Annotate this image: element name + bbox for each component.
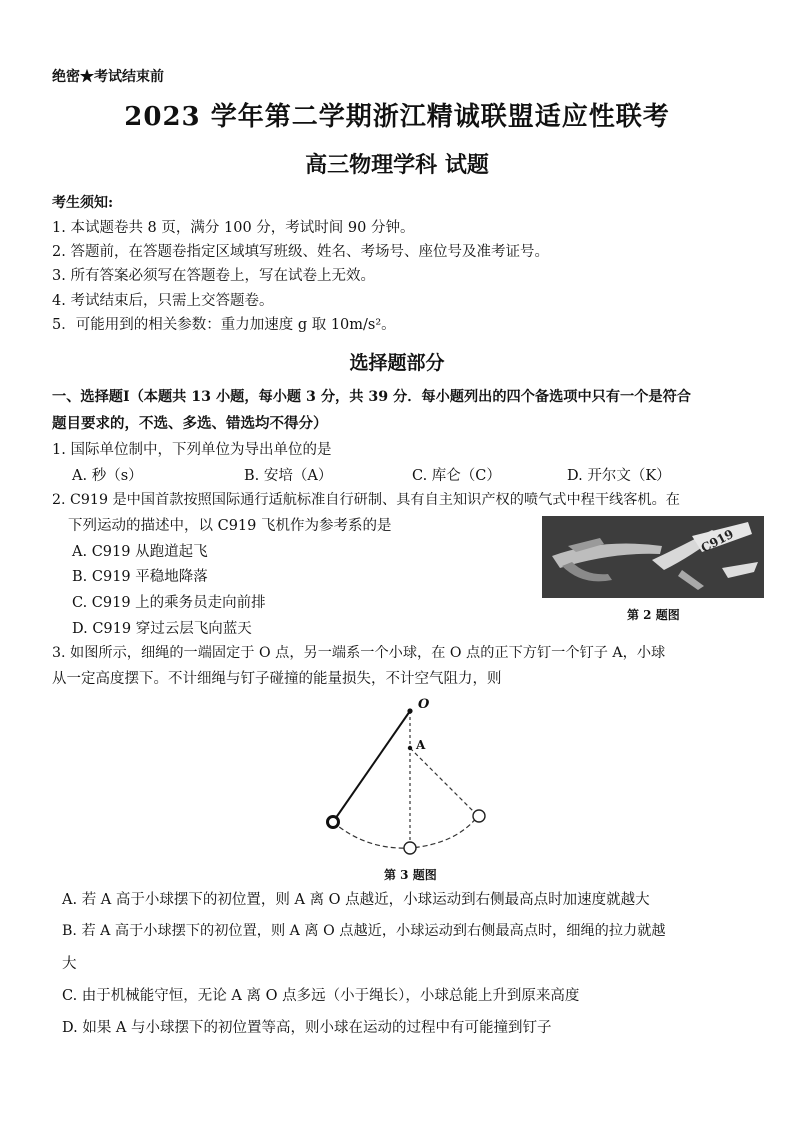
notice-item: 1. 本试题卷共 8 页，满分 100 分，考试时间 90 分钟。 xyxy=(52,220,415,236)
section-intro: 题目要求的，不选、多选、错选均不得分） xyxy=(52,415,328,432)
pendulum-diagram xyxy=(316,700,516,860)
q3-option-a: A. 若 A 高于小球摆下的初位置，则 A 离 O 点越近，小球运动到右侧最高点时加速度就越大 xyxy=(62,892,650,908)
airplane-illustration xyxy=(542,516,764,598)
confidential-mark: 绝密★考试结束前 xyxy=(52,69,164,85)
nail-a xyxy=(408,746,412,750)
notice-item: 5．可能用到的相关参数：重力加速度 g 取 10m/s²。 xyxy=(52,317,396,333)
exam-title: 2023 学年第二学期浙江精诚联盟适应性联考 xyxy=(124,102,670,132)
aircraft-label: C919 xyxy=(698,526,736,556)
question-2-stem: 2. C919 是中国首款按照国际通行适航标准自行研制、具有自主知识产权的喷气式中程干线客机。在 xyxy=(52,492,680,508)
figure-3-caption: 第 3 题图 xyxy=(384,868,437,882)
section-intro: 一、选择题I（本题共 13 小题，每小题 3 分，共 39 分．每小题列出的四个备选项中只有一个是符合 xyxy=(52,389,691,405)
question-3-stem: 3. 如图所示，细绳的一端固定于 O 点，另一端系一个小球，在 O 点的正下方钉一个钉子 A，小球 xyxy=(52,645,666,661)
q1-option-a: A. 秒（s） xyxy=(72,468,143,484)
q2-option-c: C. C919 上的乘务员走向前排 xyxy=(72,595,266,611)
q1-option-c: C. 库仑（C） xyxy=(412,468,501,484)
question-1-stem: 1. 国际单位制中，下列单位为导出单位的是 xyxy=(52,442,332,458)
question-3-stem: 从一定高度摆下。不计细绳与钉子碰撞的能量损失，不计空气阻力，则 xyxy=(52,671,502,687)
ball-start xyxy=(328,817,339,828)
q2-option-d: D. C919 穿过云层飞向蓝天 xyxy=(72,621,252,637)
q2-option-b: B. C919 平稳地降落 xyxy=(72,569,208,585)
question-2-stem: 下列运动的描述中，以 C919 飞机作为参考系的是 xyxy=(68,518,392,534)
notice-item: 2. 答题前，在答题卷指定区域填写班级、姓名、考场号、座位号及准考证号。 xyxy=(52,244,549,260)
ball-right xyxy=(473,810,485,822)
c919-photo xyxy=(542,516,764,598)
exam-subtitle: 高三物理学科 试题 xyxy=(305,152,489,178)
notice-item: 3. 所有答案必须写在答题卷上，写在试卷上无效。 xyxy=(52,268,375,284)
string-line xyxy=(333,711,410,822)
short-string-dashed xyxy=(410,748,477,815)
q3-option-b: B. 若 A 高于小球摆下的初位置，则 A 离 O 点越近，小球运动到右侧最高点时，细绳的拉力就越 xyxy=(62,923,666,939)
q1-option-b: B. 安培（A） xyxy=(244,468,333,484)
section-title: 选择题部分 xyxy=(349,352,445,374)
notice-heading: 考生须知: xyxy=(52,195,114,211)
q2-option-a: A. C919 从跑道起飞 xyxy=(72,544,208,560)
figure-2-caption: 第 2 题图 xyxy=(627,608,680,622)
notice-item: 4. 考试结束后，只需上交答题卷。 xyxy=(52,293,274,309)
label-o: O xyxy=(418,697,430,712)
ball-bottom xyxy=(404,842,416,854)
q3-option-d: D. 如果 A 与小球摆下的初位置等高，则小球在运动的过程中有可能撞到钉子 xyxy=(62,1020,552,1036)
q3-option-c: C. 由于机械能守恒，无论 A 离 O 点多远（小于绳长），小球总能上升到原来高度 xyxy=(62,988,580,1004)
label-a: A xyxy=(416,738,426,752)
q1-option-d: D. 开尔文（K） xyxy=(567,468,671,484)
q3-option-b-cont: 大 xyxy=(62,956,77,972)
pivot-o xyxy=(407,708,412,713)
